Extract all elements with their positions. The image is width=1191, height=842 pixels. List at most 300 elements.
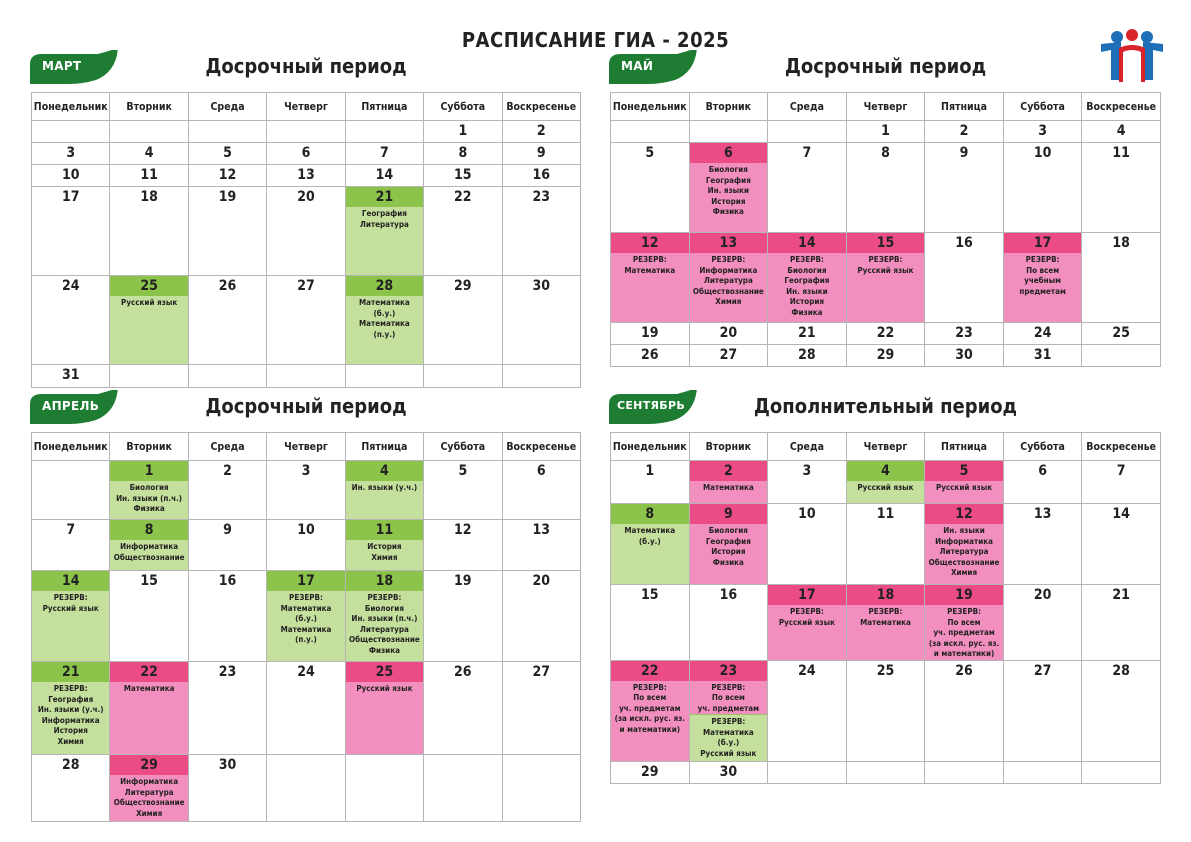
exam-subjects xyxy=(611,524,689,547)
exam-subject: География xyxy=(784,276,830,285)
exam-day-cell xyxy=(345,187,423,276)
day-cell xyxy=(267,662,345,755)
day-number: 15 xyxy=(847,233,925,253)
exam-subject: Физика xyxy=(712,557,744,567)
weekday-header: Суббота xyxy=(1003,93,1082,121)
empty-day-cell xyxy=(188,121,266,143)
day-number: 28 xyxy=(346,276,423,296)
week-row xyxy=(611,762,1161,784)
day-cell xyxy=(345,143,423,165)
day-cell xyxy=(188,520,266,571)
exam-day-cell xyxy=(846,233,925,323)
day-number: 28 xyxy=(798,347,816,363)
day-cell xyxy=(32,276,110,365)
calendar-april xyxy=(31,394,581,822)
exam-subject: География xyxy=(705,536,751,546)
weekday-header: Вторник xyxy=(689,433,768,461)
exam-subject: и математики) xyxy=(619,724,681,734)
exam-subjects xyxy=(110,682,187,695)
period-title-september: Дополнительный период xyxy=(753,394,1018,418)
exam-subject: Русский язык xyxy=(778,617,835,627)
exam-subject: РЕЗЕРВ: xyxy=(53,684,88,693)
exam-subject: уч. предметам xyxy=(619,703,681,713)
day-cell xyxy=(925,121,1004,143)
exam-day-cell xyxy=(925,461,1004,504)
exam-subject: Ин. языки (у.ч.) xyxy=(351,483,418,492)
day-cell xyxy=(502,165,580,187)
period-title-april: Досрочный период xyxy=(205,394,407,418)
empty-day-cell xyxy=(768,762,847,784)
exam-day-cell xyxy=(110,755,188,822)
exam-subject: Математика (б.у.) xyxy=(702,727,754,747)
exam-day-cell xyxy=(611,233,690,323)
day-number: 9 xyxy=(959,145,969,161)
exam-subject: География xyxy=(361,209,407,218)
day-cell xyxy=(267,187,345,276)
day-cell xyxy=(611,323,690,345)
empty-day-cell xyxy=(267,121,345,143)
day-number: 12 xyxy=(454,522,472,538)
week-row xyxy=(611,323,1161,345)
day-cell xyxy=(502,143,580,165)
day-cell xyxy=(611,585,690,661)
day-cell xyxy=(267,165,345,187)
day-cell xyxy=(267,520,345,571)
empty-day-cell xyxy=(345,755,423,822)
month-tag-may: МАЙ xyxy=(609,50,699,84)
day-cell xyxy=(188,755,266,822)
exam-subject: РЕЗЕРВ: xyxy=(53,593,88,602)
day-number: 19 xyxy=(641,325,659,341)
exam-subject: Физика xyxy=(133,504,165,513)
page-title: РАСПИСАНИЕ ГИА - 2025 xyxy=(461,28,730,52)
day-cell xyxy=(611,461,690,504)
exam-subject: Математика (п.у.) xyxy=(280,624,332,644)
day-number: 13 xyxy=(690,233,768,253)
day-number: 31 xyxy=(1033,347,1052,363)
day-cell xyxy=(110,571,188,662)
exam-subject: Информатика xyxy=(41,715,100,725)
day-number: 20 xyxy=(532,573,551,589)
day-cell xyxy=(424,187,502,276)
exam-subject: Биология xyxy=(708,526,748,535)
exam-subject: Русский язык xyxy=(700,748,757,758)
exam-subject: РЕЗЕРВ: xyxy=(711,255,746,264)
weekday-header: Воскресенье xyxy=(1082,93,1161,121)
exam-subject: История xyxy=(789,297,825,306)
day-cell xyxy=(846,660,925,762)
exam-subject: Ин. языки (у.ч.) xyxy=(37,705,104,714)
exam-subjects xyxy=(346,207,423,230)
day-cell xyxy=(502,520,580,571)
day-number: 18 xyxy=(140,189,158,205)
day-number: 7 xyxy=(802,145,812,161)
calendar-march xyxy=(31,54,581,388)
exam-subjects xyxy=(690,715,768,761)
exam-day-cell xyxy=(345,571,423,662)
day-number: 10 xyxy=(61,167,80,183)
day-number: 22 xyxy=(611,661,689,681)
day-number: 29 xyxy=(876,347,895,363)
exam-subjects xyxy=(611,253,689,276)
exam-subject: РЕЗЕРВ: xyxy=(632,682,667,692)
day-number: 8 xyxy=(458,145,468,161)
day-number: 14 xyxy=(768,233,846,253)
day-number: 31 xyxy=(61,367,80,383)
day-cell xyxy=(925,143,1004,233)
exam-subject: РЕЗЕРВ: xyxy=(947,607,981,616)
day-number: 24 xyxy=(297,664,315,680)
day-number: 27 xyxy=(1033,662,1052,679)
exam-subject: Информатика xyxy=(935,536,993,546)
day-number: 6 xyxy=(1038,463,1047,479)
exam-day-cell xyxy=(611,660,690,762)
day-number: 1 xyxy=(881,123,890,139)
day-number: 17 xyxy=(768,585,846,605)
exam-subjects xyxy=(32,591,109,614)
day-number: 4 xyxy=(847,461,925,481)
calendar-may xyxy=(610,54,1161,367)
exam-subject: По всем xyxy=(633,693,667,702)
exam-subjects xyxy=(690,253,768,308)
week-row xyxy=(32,461,581,520)
exam-subjects xyxy=(110,296,187,309)
exam-subject: Литература xyxy=(703,276,753,285)
exam-subject: Математика xyxy=(702,483,754,492)
day-number: 17 xyxy=(1004,233,1082,253)
day-number: 16 xyxy=(218,573,237,589)
empty-day-cell xyxy=(502,755,580,822)
day-cell xyxy=(611,143,690,233)
day-cell xyxy=(502,276,580,365)
day-number: 26 xyxy=(218,278,237,294)
day-number: 29 xyxy=(110,755,187,775)
exam-day-cell xyxy=(846,461,925,504)
week-row xyxy=(611,121,1161,143)
day-number: 22 xyxy=(110,662,187,682)
exam-subject: История xyxy=(367,542,402,551)
day-number: 1 xyxy=(110,461,187,481)
day-cell xyxy=(267,276,345,365)
day-number: 29 xyxy=(641,764,659,780)
exam-subject: Ин. языки xyxy=(943,526,985,535)
exam-subject: География xyxy=(705,175,751,185)
exam-subject: Русский язык xyxy=(42,603,99,613)
day-number: 23 xyxy=(218,664,237,680)
exam-day-cell xyxy=(925,504,1004,585)
exam-day-cell xyxy=(846,585,925,661)
weekday-header: Воскресенье xyxy=(1082,433,1161,461)
day-number: 30 xyxy=(532,278,551,294)
weekday-header: Понедельник xyxy=(611,433,690,461)
day-number: 8 xyxy=(881,145,890,161)
day-cell xyxy=(689,323,768,345)
day-number: 28 xyxy=(61,757,80,773)
day-number: 16 xyxy=(532,167,551,183)
day-cell xyxy=(1082,660,1161,762)
day-number: 20 xyxy=(719,325,738,341)
exam-subjects xyxy=(346,682,423,695)
exam-subject: География xyxy=(48,694,94,704)
day-number: 17 xyxy=(267,571,344,591)
exam-subjects xyxy=(346,481,423,494)
day-number: 13 xyxy=(1033,506,1052,522)
exam-subject: По всем xyxy=(711,693,745,702)
day-cell xyxy=(925,345,1004,367)
day-cell xyxy=(32,143,110,165)
week-row xyxy=(32,121,581,143)
weekday-header: Четверг xyxy=(846,93,925,121)
weekday-header: Суббота xyxy=(424,433,502,461)
day-cell xyxy=(502,121,580,143)
exam-subjects xyxy=(768,253,846,318)
exam-subject: Химия xyxy=(950,568,978,577)
empty-day-cell xyxy=(925,762,1004,784)
weekday-header: Пятница xyxy=(345,93,423,121)
exam-day-cell xyxy=(689,504,768,585)
day-cell xyxy=(188,461,266,520)
exam-subjects xyxy=(110,540,187,563)
day-cell xyxy=(267,143,345,165)
exam-day-cell xyxy=(32,571,110,662)
weekday-header: Среда xyxy=(768,93,847,121)
empty-day-cell xyxy=(110,121,188,143)
exam-subject: Обществознание xyxy=(348,635,420,644)
exam-subject: Литература xyxy=(939,547,989,556)
day-number: 5 xyxy=(925,461,1003,481)
day-cell xyxy=(689,762,768,784)
day-number: 25 xyxy=(1112,325,1130,341)
exam-subjects xyxy=(925,524,1003,579)
exam-subject: РЕЗЕРВ: xyxy=(868,607,903,616)
exam-subjects xyxy=(925,481,1003,494)
exam-subject: История xyxy=(53,726,88,735)
week-row xyxy=(32,276,581,365)
weekday-header: Воскресенье xyxy=(502,93,580,121)
exam-subjects xyxy=(1004,253,1082,297)
day-cell xyxy=(1082,585,1161,661)
day-number: 21 xyxy=(1112,587,1130,603)
exam-subjects xyxy=(690,524,768,568)
day-cell xyxy=(32,755,110,822)
empty-day-cell xyxy=(611,121,690,143)
exam-subject: Физика xyxy=(712,207,744,216)
exam-day-cell xyxy=(611,504,690,585)
exam-subject: Русский язык xyxy=(121,298,178,307)
day-number: 21 xyxy=(798,325,816,341)
day-number: 8 xyxy=(110,520,187,540)
day-number: 12 xyxy=(611,233,689,253)
exam-subjects xyxy=(611,681,689,736)
exam-block xyxy=(690,714,768,761)
day-number: 20 xyxy=(297,189,315,205)
empty-day-cell xyxy=(1003,762,1082,784)
day-cell xyxy=(32,365,110,388)
exam-subject: РЕЗЕРВ: xyxy=(289,593,323,602)
day-number: 15 xyxy=(641,587,659,603)
week-row xyxy=(32,662,581,755)
week-row xyxy=(32,520,581,571)
day-number: 1 xyxy=(458,123,468,139)
empty-day-cell xyxy=(1082,345,1161,367)
day-number: 19 xyxy=(925,585,1003,605)
exam-day-cell xyxy=(110,662,188,755)
day-cell xyxy=(925,323,1004,345)
day-number: 6 xyxy=(301,145,311,161)
day-cell xyxy=(768,660,847,762)
week-row xyxy=(611,345,1161,367)
week-row xyxy=(611,233,1161,323)
day-number: 29 xyxy=(454,278,472,294)
day-number: 7 xyxy=(66,522,76,538)
empty-day-cell xyxy=(846,762,925,784)
day-number: 26 xyxy=(641,347,659,363)
day-number: 13 xyxy=(532,522,551,538)
day-number: 27 xyxy=(297,278,315,294)
weekday-header: Пятница xyxy=(925,93,1004,121)
day-cell xyxy=(188,187,266,276)
exam-subjects xyxy=(346,296,423,340)
day-number: 3 xyxy=(301,463,311,479)
day-cell xyxy=(846,323,925,345)
exam-subject: РЕЗЕРВ: xyxy=(632,255,667,264)
day-cell xyxy=(32,520,110,571)
day-cell xyxy=(925,660,1004,762)
exam-day-cell xyxy=(925,585,1004,661)
day-number: 10 xyxy=(1033,145,1052,161)
week-row xyxy=(32,143,581,165)
day-cell xyxy=(1003,323,1082,345)
day-number: 19 xyxy=(454,573,472,589)
day-cell xyxy=(110,143,188,165)
day-cell xyxy=(502,187,580,276)
day-cell xyxy=(1003,121,1082,143)
day-number: 26 xyxy=(454,664,472,680)
day-number: 21 xyxy=(346,187,423,207)
exam-subject: Литература xyxy=(359,219,409,229)
weekday-header: Вторник xyxy=(110,433,188,461)
day-cell xyxy=(188,165,266,187)
exam-day-cell xyxy=(768,585,847,661)
day-number: 7 xyxy=(1116,463,1126,479)
weekday-header: Понедельник xyxy=(611,93,690,121)
day-cell xyxy=(1082,504,1161,585)
exam-subjects xyxy=(346,540,423,563)
day-number: 18 xyxy=(1112,235,1130,251)
day-cell xyxy=(846,345,925,367)
exam-day-cell xyxy=(110,276,188,365)
day-cell xyxy=(846,143,925,233)
day-cell xyxy=(925,233,1004,323)
day-cell xyxy=(345,165,423,187)
day-number: 2 xyxy=(690,461,768,481)
day-number: 26 xyxy=(955,662,973,679)
exam-subjects xyxy=(847,253,925,276)
exam-subjects xyxy=(690,681,768,715)
day-cell xyxy=(1003,660,1082,762)
day-number: 5 xyxy=(458,463,468,479)
day-cell xyxy=(188,143,266,165)
exam-day-cell xyxy=(32,662,110,755)
exam-subjects xyxy=(267,591,344,646)
week-row xyxy=(32,571,581,662)
empty-day-cell xyxy=(424,755,502,822)
empty-day-cell xyxy=(1082,762,1161,784)
day-number: 4 xyxy=(346,461,423,481)
exam-subject: Биология xyxy=(708,165,748,174)
weekday-header: Понедельник xyxy=(32,433,110,461)
exam-subject: учебным xyxy=(1024,276,1062,285)
exam-subject: Биология xyxy=(787,265,827,275)
weekday-header: Вторник xyxy=(689,93,768,121)
day-number: 22 xyxy=(454,189,472,205)
day-cell xyxy=(846,121,925,143)
month-tag-september: СЕНТЯБРЬ xyxy=(609,390,699,424)
day-number: 11 xyxy=(1112,145,1130,161)
day-cell xyxy=(1082,143,1161,233)
day-number: 9 xyxy=(690,504,768,524)
exam-subject: Биология xyxy=(364,603,404,613)
day-number: 3 xyxy=(1038,123,1047,139)
exam-subject: РЕЗЕРВ: xyxy=(1025,255,1060,264)
exam-subject: Обществознание xyxy=(113,552,185,562)
day-number: 5 xyxy=(645,145,655,161)
exam-subjects xyxy=(768,605,846,628)
exam-subject: Химия xyxy=(371,552,398,562)
day-cell xyxy=(768,143,847,233)
day-cell xyxy=(689,345,768,367)
exam-subject: Химия xyxy=(136,808,163,818)
empty-day-cell xyxy=(768,121,847,143)
day-cell xyxy=(188,662,266,755)
exam-subject: и математики) xyxy=(933,649,995,658)
exam-subject: Обществознание xyxy=(692,286,764,296)
day-number: 22 xyxy=(876,325,895,341)
exam-subject: История xyxy=(711,547,746,556)
day-number: 4 xyxy=(144,145,154,161)
day-cell xyxy=(1003,461,1082,504)
weekday-header: Пятница xyxy=(345,433,423,461)
week-row xyxy=(32,365,581,388)
weekday-header: Вторник xyxy=(110,93,188,121)
day-number: 24 xyxy=(1033,325,1052,341)
day-cell xyxy=(1003,585,1082,661)
exam-day-cell xyxy=(1003,233,1082,323)
day-cell xyxy=(32,187,110,276)
exam-day-cell xyxy=(345,662,423,755)
day-number: 25 xyxy=(346,662,423,682)
day-cell xyxy=(424,520,502,571)
exam-subject: Обществознание xyxy=(928,557,1000,567)
day-cell xyxy=(768,345,847,367)
month-tag-april: АПРЕЛЬ xyxy=(30,390,120,424)
weekday-header: Четверг xyxy=(846,433,925,461)
day-number: 15 xyxy=(140,573,158,589)
empty-day-cell xyxy=(689,121,768,143)
day-cell xyxy=(424,165,502,187)
day-number: 21 xyxy=(32,662,109,682)
empty-day-cell xyxy=(345,365,423,388)
day-number: 15 xyxy=(454,167,472,183)
day-cell xyxy=(424,143,502,165)
exam-day-cell xyxy=(345,276,423,365)
exam-subjects xyxy=(110,481,187,515)
day-number: 2 xyxy=(223,463,232,479)
day-number: 2 xyxy=(959,123,969,139)
day-number: 6 xyxy=(536,463,546,479)
empty-day-cell xyxy=(267,365,345,388)
day-number: 30 xyxy=(719,764,738,780)
